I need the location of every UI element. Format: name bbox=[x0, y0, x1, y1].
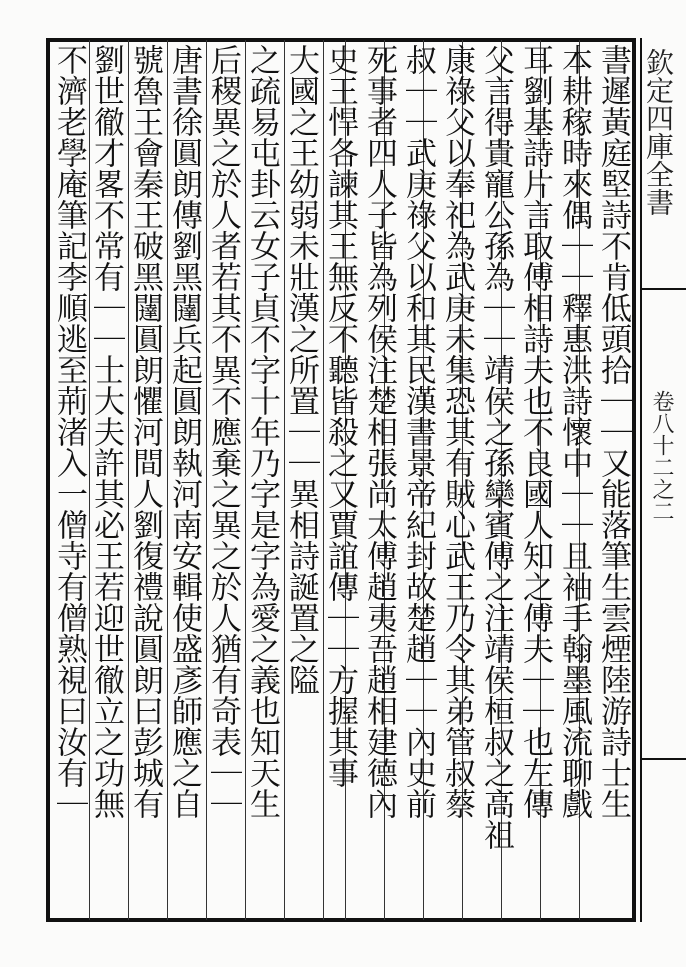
text-column: 后稷異之於人者若其不異不應棄之異之於人猶有奇表｜｜ bbox=[205, 44, 241, 819]
text-column: 本耕稼時來偶｜｜釋惠洪詩懷中｜｜且袖手翰墨風流聊戲 bbox=[556, 44, 592, 819]
chapter-number: 卷八十二之二 bbox=[649, 390, 674, 522]
text-column: 不濟老學庵筆記李順逃至荊渚入一僧寺有僧熟視曰汝有｜ bbox=[51, 44, 87, 819]
text-column: 史王悍各諫其王無反不聽皆殺之又賈誼傳｜｜方握其事 bbox=[322, 44, 358, 788]
fishtail-mark-upper bbox=[640, 288, 686, 290]
text-column: 劉世徹才畧不常有｜｜士大夫許其必王若迎世徹立之功無 bbox=[88, 44, 124, 819]
text-column: 號魯王會秦王破黑闥圓朗懼河間人劉復禮說圓朗曰彭城有 bbox=[127, 44, 163, 819]
text-column: 父言得貴寵公孫為｜｜靖侯之孫欒賓傅之注靖侯桓叔之高祖 bbox=[478, 44, 514, 850]
text-column: 之疏易屯卦云女子貞不字十年乃字是字為愛之義也知天生 bbox=[244, 44, 280, 819]
fishtail-mark-lower bbox=[640, 758, 686, 760]
book-title: 欽定四庫全書 bbox=[642, 48, 675, 216]
text-column: 康祿父以奉祀為武庚未集恐其有賊心武王乃令其弟管叔蔡 bbox=[439, 44, 475, 819]
text-column: 耳劉基詩片言取傅相詩夫也不良國人知之傅夫｜｜也左傳 bbox=[517, 44, 553, 819]
text-column: 叔｜｜武庚祿父以和其民漢書景帝紀封故楚趙｜｜內史前 bbox=[400, 44, 436, 819]
text-column: 死事者四人子皆為列侯注楚相張尚太傅趙夷吾趙相建德內 bbox=[361, 44, 397, 819]
text-column: 唐書徐圓朗傳劉黑闥兵起圓朗執河南安輯使盛彥師應之自 bbox=[166, 44, 202, 819]
text-column: 大國之王幼弱未壯漢之所置｜｜異相詩誕置之隘 bbox=[283, 44, 319, 695]
text-column: 書遲黃庭堅詩不肯低頭拾｜｜又能落筆生雲煙陸游詩士生 bbox=[595, 44, 631, 819]
